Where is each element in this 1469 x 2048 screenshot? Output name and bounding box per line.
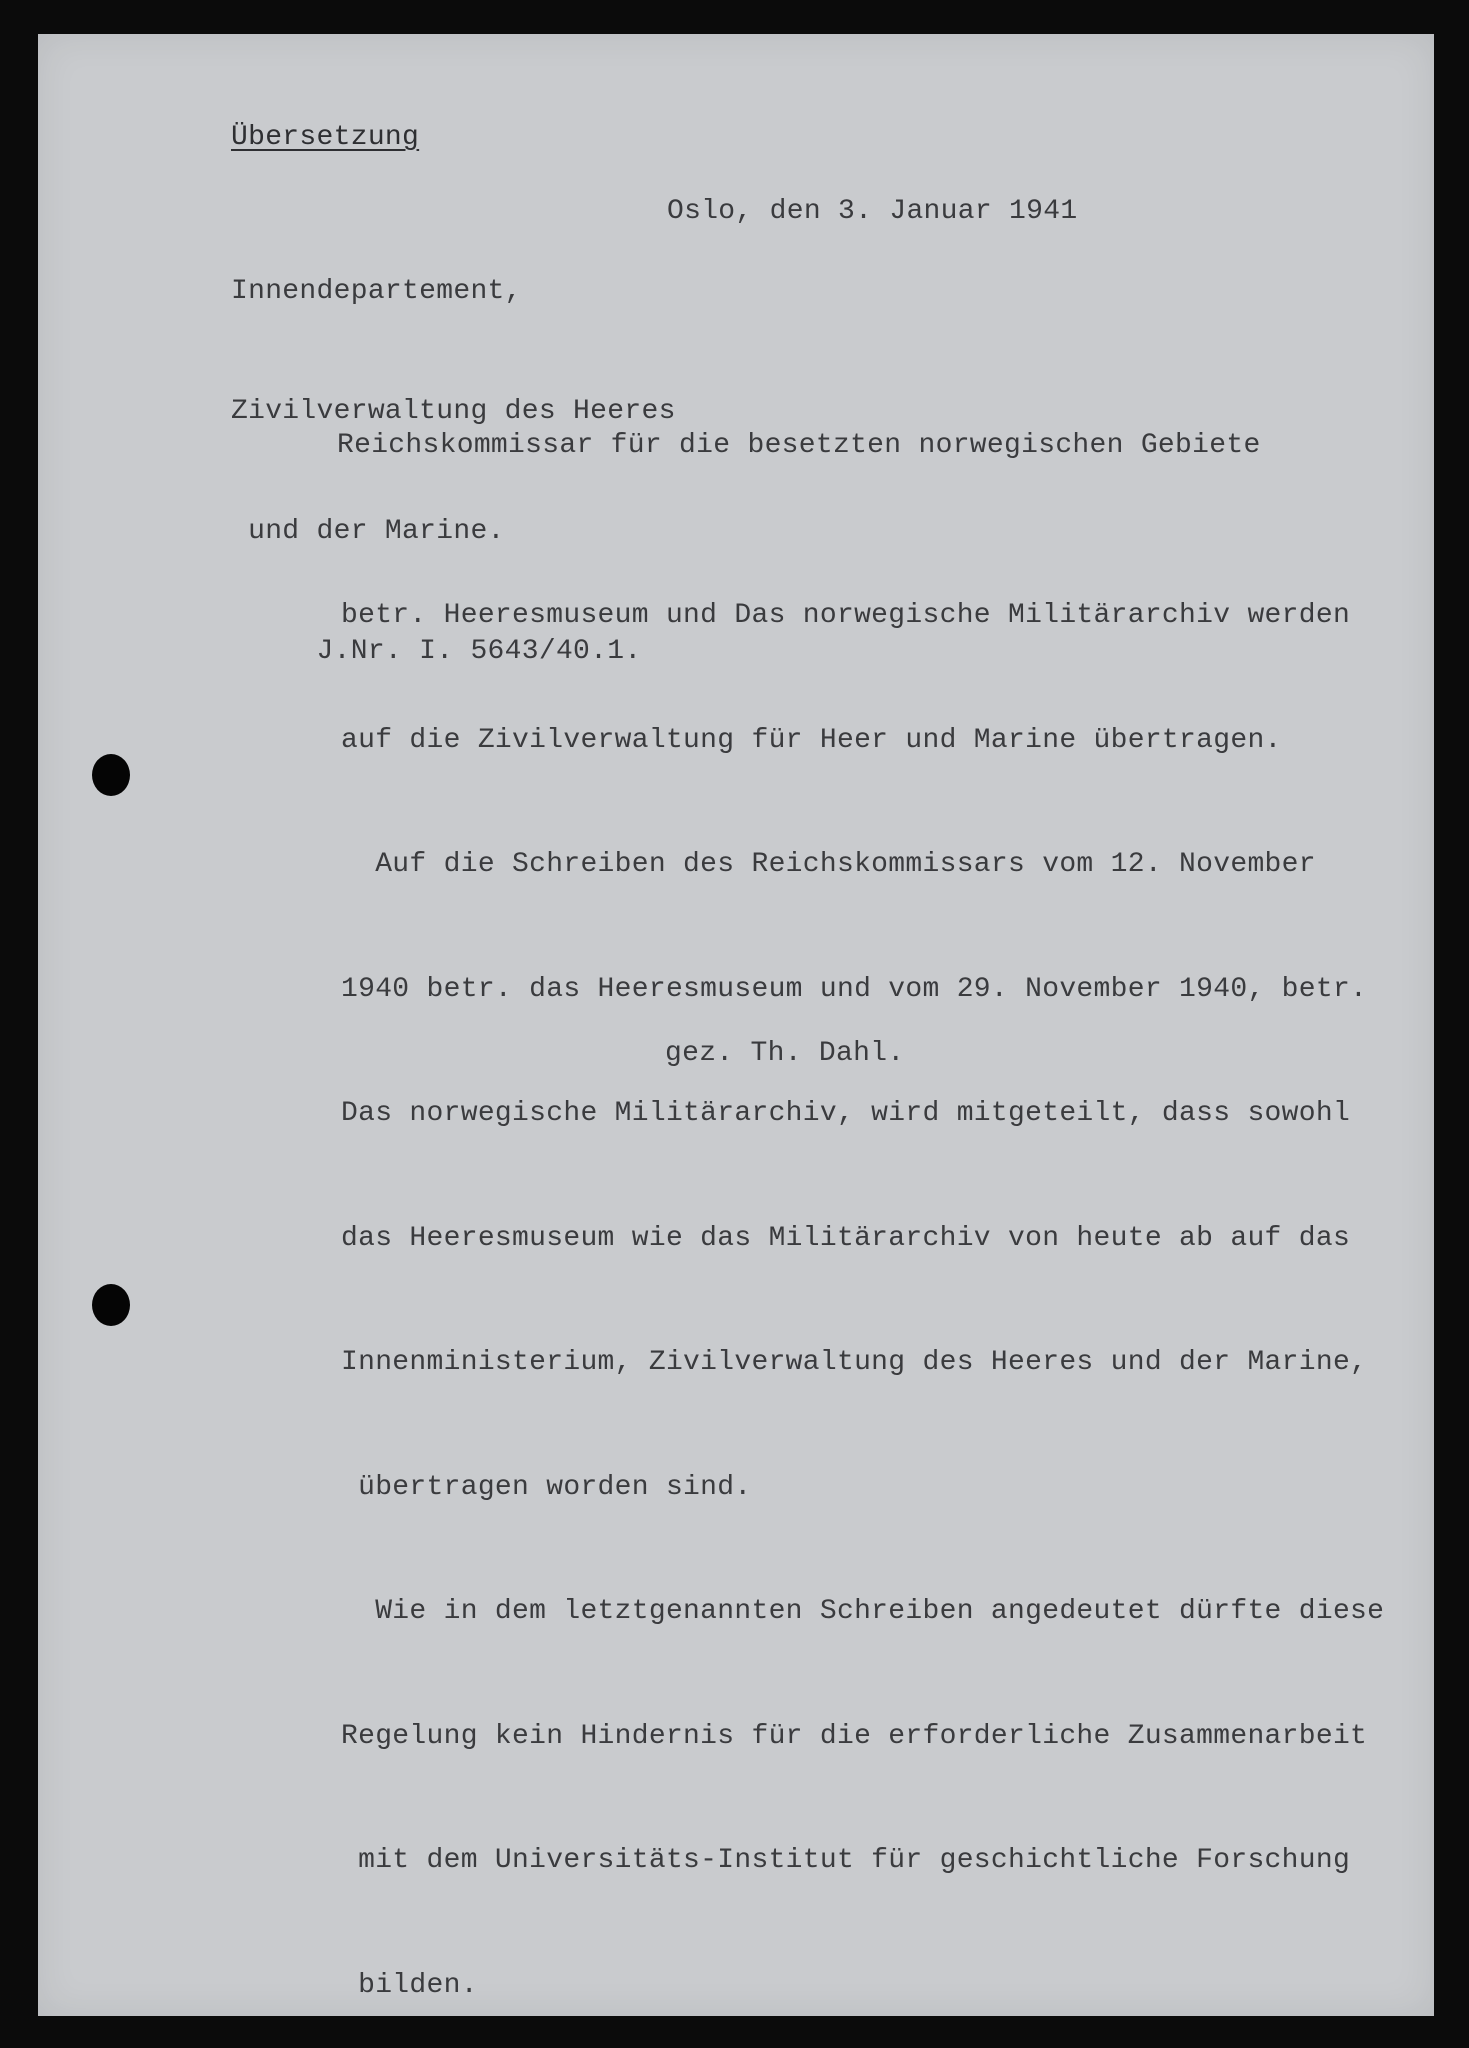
- recipient-line: Reichskommissar für die besetzten norwegischen Gebiete: [337, 430, 1261, 461]
- body-line: Das norwegische Militärarchiv, wird mitgeteilt, dass sowohl: [341, 1098, 1351, 1129]
- sender-line: und der Marine.: [231, 516, 505, 547]
- body-line: Innenministerium, Zivilverwaltung des Heeres und der Marine,: [341, 1347, 1368, 1378]
- punch-hole-lower: [92, 1284, 130, 1326]
- body-line: betr. Heeresmuseum und Das norwegische Militärarchiv werden: [341, 600, 1351, 631]
- reference-number: J.Nr. I. 5643/40.1.: [231, 636, 642, 667]
- body-line: Wie in dem letztgenannten Schreiben angedeutet dürfte diese: [341, 1596, 1385, 1627]
- sender-line: Innendepartement,: [231, 276, 522, 307]
- sender-line: Zivilverwaltung des Heeres: [231, 396, 676, 427]
- body-line: übertragen worden sind.: [341, 1471, 752, 1503]
- date-line: Oslo, den 3. Januar 1941: [667, 196, 1078, 227]
- body-line: Auf die Schreiben des Reichskommissars vom 12. November: [341, 849, 1316, 880]
- signature-line: gez. Th. Dahl.: [665, 1038, 905, 1069]
- body-line: das Heeresmuseum wie das Militärarchiv von heute ab auf das: [341, 1222, 1351, 1254]
- punch-hole-upper: [92, 754, 130, 796]
- body-line: auf die Zivilverwaltung für Heer und Marine übertragen.: [341, 724, 1282, 756]
- document-heading: Übersetzung: [231, 122, 420, 153]
- letter-body: [341, 512, 1384, 2048]
- body-line: Regelung kein Hindernis für die erforderliche Zusammenarbeit: [341, 1720, 1368, 1752]
- body-line: 1940 betr. das Heeresmuseum und vom 29. November 1940, betr.: [341, 973, 1368, 1005]
- body-line: mit dem Universitäts-Institut für geschichtliche Forschung: [341, 1845, 1351, 1876]
- body-line: bilden.: [341, 1969, 478, 2001]
